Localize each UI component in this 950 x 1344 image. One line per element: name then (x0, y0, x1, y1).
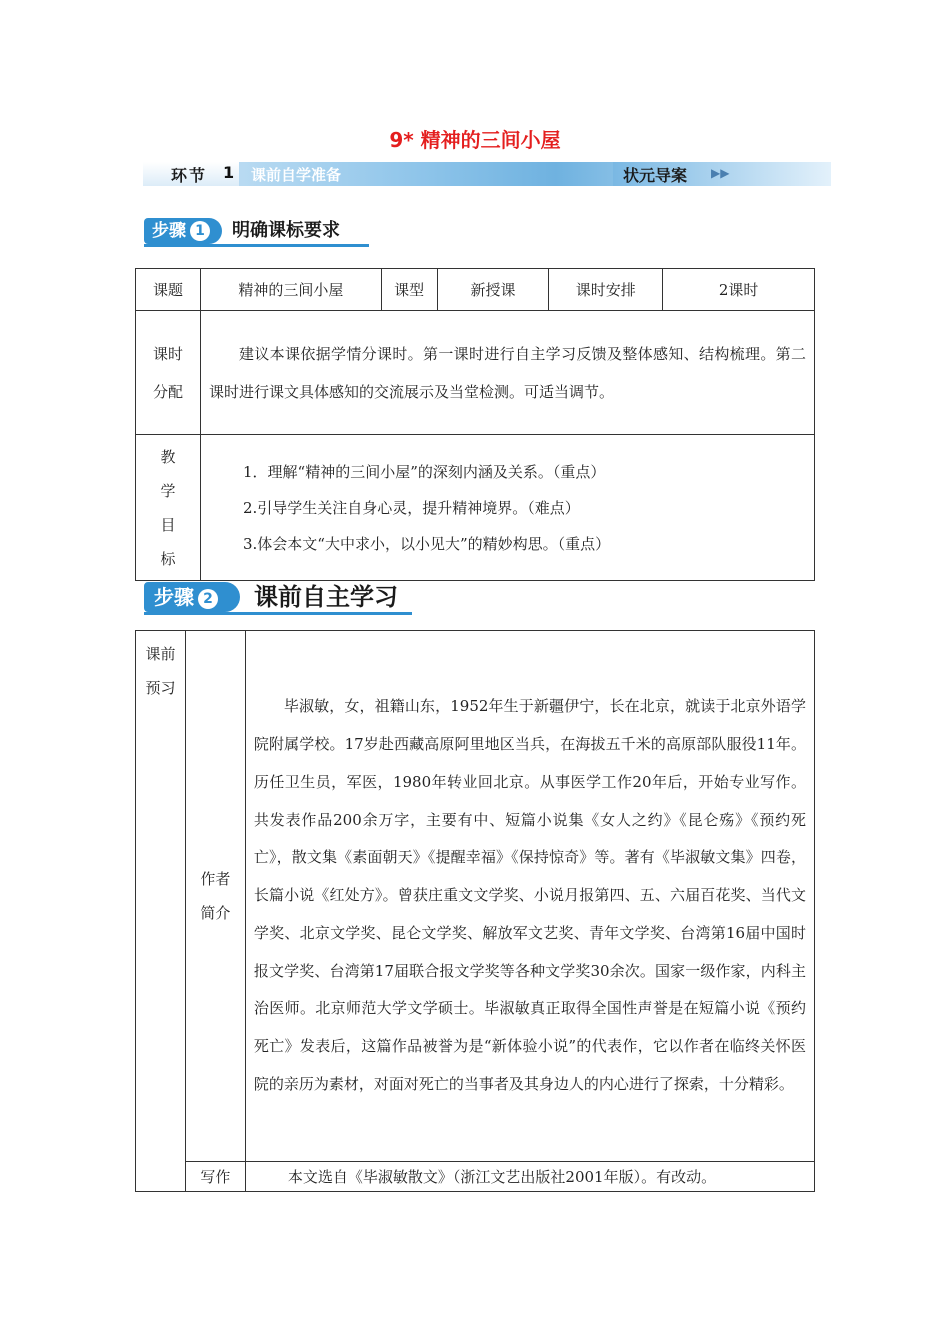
step1-text: 明确课标要求 (232, 220, 340, 241)
value-writing: 本文选自《毕淑敏散文》（浙江文艺出版社2001年版）。有改动。 (245, 1162, 814, 1192)
value-author: 毕淑敏，女，祖籍山东，1952年生于新疆伊宁，长在北京，就读于北京外语学院附属学校。17岁赴西藏高原阿里地区当兵，在海拔五千米的高原部队服役11年。历任卫生员，军医，1980年转业回北京。从事医学工作20年后，开始专业写作。共发表作品200余万字，主要有中、短篇小说集《女人之约》《昆仑殇》《预约死亡》，散文集《素面朝天》《提醒幸福》《保持惊奇》等。著有《毕淑敏文集》四卷，长篇小说《红处方》。曾获庄重文文学奖、小说月报第四、五、六届百花奖、当代文学奖、北京文学奖、昆仑文学奖、解放军文艺奖、青年文学奖、台湾第16届中国时报文学奖、台湾第17届联合报文学奖等各种文学奖30余次。国家一级作家，内科主治医师。北京师范大学文学硕士。毕淑敏真正取得全国性声誉是在短篇小说《预约死亡》发表后，这篇作品被誉为是“新体验小说”的代表作，它以作者在临终关怀医院的亲历为素材，对面对死亡的当事者及其身边人的内心进行了探索，十分精彩。 (245, 631, 814, 1162)
value-type: 新授课 (437, 269, 549, 311)
step2-text: 课前自主学习 (254, 583, 398, 611)
table-row (136, 631, 815, 1162)
step2-label: 步骤 (154, 585, 194, 609)
step1-underline (144, 244, 369, 247)
header-topic: 课题 (136, 269, 201, 311)
step1-pill (144, 218, 222, 244)
goal-item: 3.体会本文“大中求小，以小见大”的精妙构思。（重点） (242, 534, 611, 553)
banner-section-label: 环节 (171, 166, 208, 185)
banner-right-label: 状元导案 (623, 166, 688, 185)
header-author: 作者简介 (185, 631, 245, 1162)
header-preview: 课前预习 (136, 631, 186, 1192)
step1-number-icon: 1 (190, 221, 210, 241)
self-study-table (135, 630, 815, 1192)
table-row (136, 435, 815, 581)
goal-item: 1．理解“精神的三间小屋”的深刻内涵及关系。（重点） (242, 462, 606, 481)
value-schedule: 2课时 (663, 269, 815, 311)
step2-number-icon: 2 (198, 589, 218, 609)
goal-item: 2.引导学生关注自身心灵，提升精神境界。（难点） (242, 498, 580, 517)
header-type: 课型 (381, 269, 437, 311)
header-schedule: 课时安排 (549, 269, 663, 311)
double-arrow-icon: ▶▶ (711, 166, 730, 180)
value-topic: 精神的三间小屋 (200, 269, 381, 311)
section-banner (143, 162, 831, 186)
banner-section-number: 1 (223, 163, 235, 182)
table-row (136, 1162, 815, 1192)
step1-label: 步骤 (152, 221, 186, 241)
course-requirements-table (135, 268, 815, 581)
banner-section-name: 课前自学准备 (251, 166, 342, 184)
table-row (136, 269, 815, 311)
header-allocation: 课时 分配 (136, 311, 201, 435)
step1-heading (144, 218, 369, 244)
table-row (136, 311, 815, 435)
page-title: 9* 精神的三间小屋 (389, 128, 561, 152)
step2-pill (144, 582, 240, 612)
value-allocation: 建议本课依据学情分课时。第一课时进行自主学习反馈及整体感知、结构梳理。第二课时进行课文具体感知的交流展示及当堂检测。可适当调节。 (200, 311, 814, 435)
goals-cell (200, 435, 814, 581)
step2-underline (144, 612, 412, 615)
header-goals: 教学目标 (136, 435, 201, 581)
step2-heading (144, 582, 412, 612)
header-writing: 写作 (185, 1162, 245, 1192)
